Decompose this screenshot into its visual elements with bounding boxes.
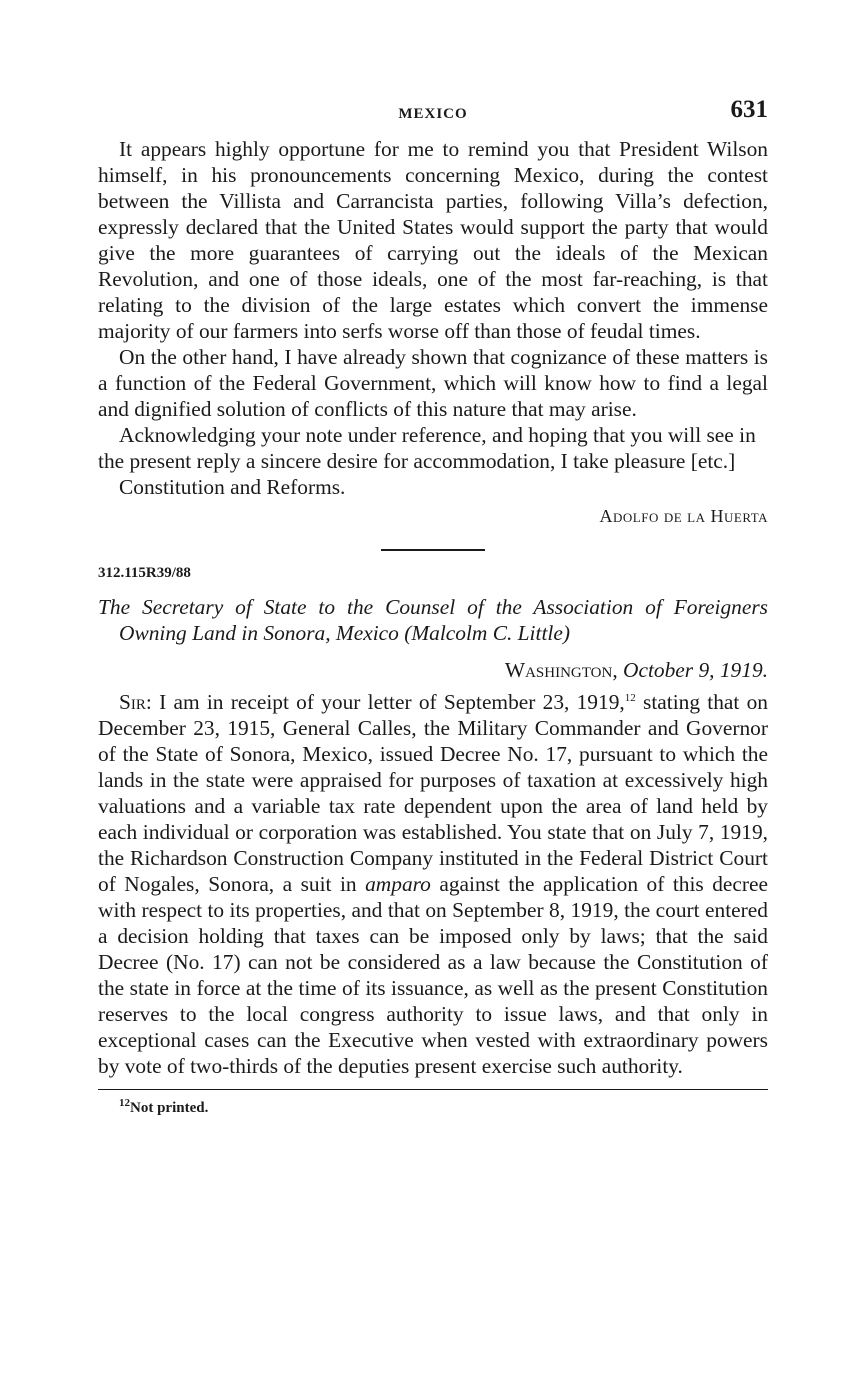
- paragraph: Acknowledging your note under reference, and hoping that you will see in the present reply a sincere desire for accommodation, I take pleasure [etc.]: [98, 423, 756, 473]
- dateline-date: October 9, 1919.: [623, 658, 768, 682]
- paragraph: Constitution and Reforms.: [119, 475, 346, 499]
- letter-2-body: [98, 689, 768, 1079]
- dateline: [98, 658, 768, 683]
- file-number: 312.115R39/88: [98, 565, 191, 581]
- body-italic-term: amparo: [365, 872, 431, 896]
- running-title: MEXICO: [398, 106, 468, 122]
- dateline-place: Washington,: [504, 658, 618, 682]
- running-head: [98, 96, 768, 136]
- footnote-marker: 12: [119, 1097, 130, 1109]
- paragraph: It appears highly opportune for me to remind you that President Wilson himself, in his pronouncements concerning Mexico, during the contest between the Villista and Carrancista parties, following Villa’s defection, expressly declared that the United States would support the party that would give the more guarantees of carrying out the ideals of the Mexican Revolution, and one of those ideals, one of the most far-reaching, is that relating to the division of the large estates which convert the immense majority of our farmers into serfs worse off than those of feudal times.: [98, 137, 768, 343]
- body-text-part-1: I am in receipt of your letter of September 23, 1919,: [159, 690, 625, 714]
- salutation: Sir:: [119, 690, 152, 714]
- section-divider: [381, 549, 485, 551]
- signature: Adolfo de la Huerta: [599, 506, 768, 526]
- footnote-reference: 12: [624, 691, 636, 704]
- body-text-part-2: stating that on December 23, 1915, General Calles, the Military Commander and Governor of the State of Sonora, Mexico, issued Decree No. 17, pursuant to which the lands in the state were appraised for purposes of taxation at excessively high valuations and a variable tax rate dependent upon the area of land held by each individual or corporation was established. You state that on July 7, 1919, the Richardson Construction Company instituted in the Federal District Court of Nogales, Sonora, a suit in: [98, 690, 768, 896]
- paragraph: On the other hand, I have already shown that cognizance of these matters is a function of the Federal Government, which will know how to find a legal and dignified solution of conflicts of this nature that may arise.: [98, 345, 768, 421]
- footnote-text: Not printed.: [130, 1100, 209, 1116]
- footnote-rule: [98, 1089, 768, 1090]
- footnote: [98, 1097, 768, 1117]
- body-text-part-3: against the application of this decree with respect to its properties, and that on September 8, 1919, the court entered a decision holding that taxes can be imposed only by laws; that the said Decree (No. 17) can not be considered as a law because the Constitution of the state in force at the time of its issuance, as well as the present Constitution reserves to the local congress authority to issue laws, and that only in exceptional cases can the Executive when vested with extraordinary powers by vote of two-thirds of the deputies present exercise such authority.: [98, 872, 769, 1078]
- paragraph: [98, 689, 768, 1079]
- page-number: 631: [730, 96, 768, 123]
- document-page: [98, 96, 768, 1117]
- document-title: The Secretary of State to the Counsel of the Association of Foreigners Owning Land in Sonora, Mexico (Malcolm C. Little): [98, 595, 768, 645]
- letter-1-body: [98, 136, 768, 500]
